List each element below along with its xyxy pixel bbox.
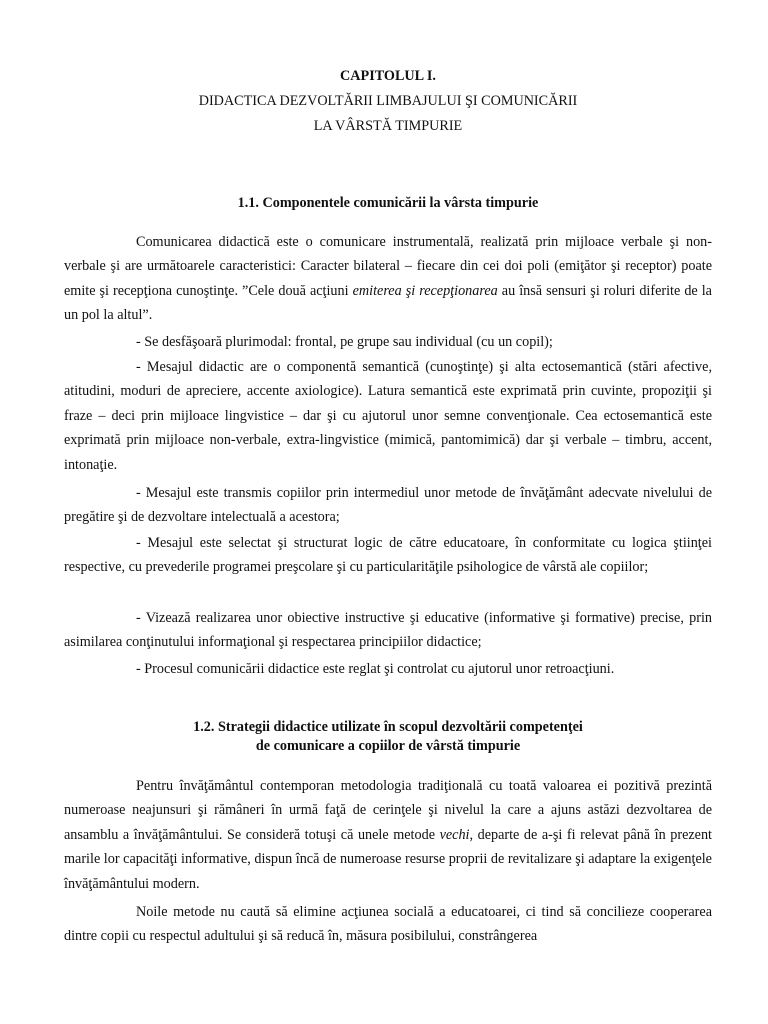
chapter-number: CAPITOLUL I. [340, 68, 436, 84]
section1-list-item: - Procesul comunicării didactice este reglat şi controlat cu ajutorul unor retroacţiuni. [136, 661, 615, 677]
intro-text-b: au însă sensuri şi roluri diferite de la un pol la altul”. [64, 282, 712, 324]
section2-heading [64, 718, 712, 756]
intro-text-a: Comunicarea didactică este o comunicare instrumentală, realizată prin mijloace verbale şi non-verbale şi are următoarele caracteristici: Caracter bilateral – fiecare din cei doi poli (emiţător şi receptor) poate emite şi recepţiona cunoştinţe. ”Cele două acţiuni [64, 234, 712, 299]
section1-heading: 1.1. Componentele comunicării la vârsta timpurie [237, 195, 539, 211]
section2-heading-line1: 1.2. Strategii didactice utilizate în scopul dezvoltării competenţei [193, 719, 583, 735]
section1-list-item: - Mesajul este selectat şi structurat logic de către educatoare, în conformitate cu logica ştiinţei respective, cu prevederile programei preşcolare şi cu particularităţile psihologice de vârstă ale copiilor; [64, 535, 712, 576]
chapter-title-line2: LA VÂRSTĂ TIMPURIE [313, 118, 463, 134]
section2-paragraph-2: Noile metode nu caută să elimine acţiunea socială a educatoarei, ci tind să concilieze cooperarea dintre copii cu respectul adultului şi să reducă în, măsura posibilului, constrângerea [64, 904, 712, 945]
section1-list-item: - Se desfăşoară plurimodal: frontal, pe grupe sau individual (cu un copil); [136, 334, 553, 350]
intro-text-italic: emiterea şi recepţionarea [352, 282, 498, 299]
p1-text-italic: vechi [439, 826, 470, 843]
p1-text-b: , departe de a-şi fi relevat până în prezent marile lor capacităţi informative, dispun încă de numeroase resurse proprii de revitalizare şi adaptare la exigenţele învăţământului modern. [64, 826, 712, 892]
section1-list-item: - Mesajul didactic are o componentă semantică (cunoştinţe) şi alta ectosemantică (stări afective, atitudini, moduri de apreciere, accente axiologice). Latura semantică este exprimată prin cuvinte, propoziţii şi fraze – deci prin mijloace lingvistice – dar şi cu ajutorul unor semne convenţionale. Cea ectosemantică este exprimată prin mijloace non-verbale, extra-lingvistice (mimică, pantomimică) dar şi verbale – timbru, accent, intonaţie. [64, 359, 712, 473]
section1-list-item: - Vizează realizarea unor obiective instructive şi educative (informative şi formative) precise, prin asimilarea conţinutului informaţional şi respectarea principiilor didactice; [64, 610, 712, 651]
section1-list-item: - Mesajul este transmis copiilor prin intermediul unor metode de învăţământ adecvate nivelului de pregătire şi de dezvoltare intelectuală a acestora; [64, 485, 712, 526]
section1-intro-paragraph [64, 230, 712, 328]
p1-text-a: Pentru învăţământul contemporan metodologia tradiţională cu toată valoarea ei pozitivă prezintă numeroase neajunsuri şi rămâneri în urmă faţă de cerinţele şi nivelul la care a ajuns astăzi dezvoltarea de ansamblu a învăţământului. Se consideră totuşi că unele metode [64, 778, 712, 843]
section2-paragraph-1 [64, 774, 712, 896]
section2-heading-line2: de comunicare a copiilor de vârstă timpurie [255, 738, 521, 754]
chapter-title-line1: DIDACTICA DEZVOLTĂRII LIMBAJULUI ŞI COMUNICĂRII [198, 93, 578, 109]
chapter-header [64, 64, 712, 139]
